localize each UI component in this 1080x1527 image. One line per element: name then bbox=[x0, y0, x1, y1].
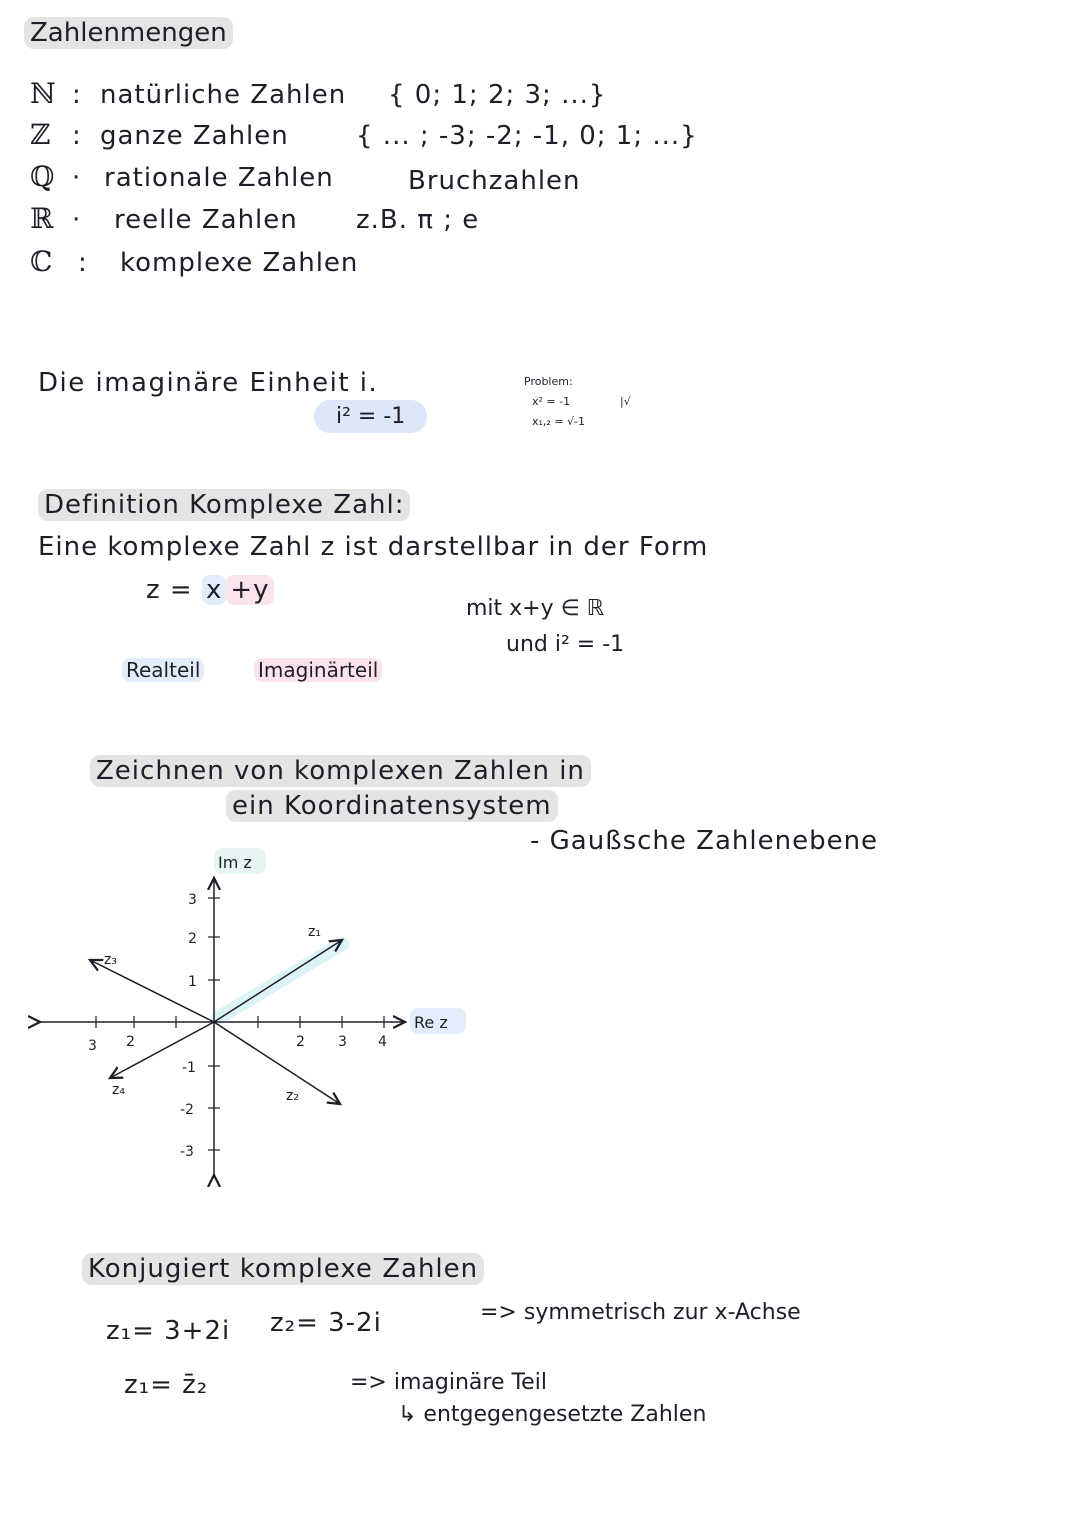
definition-sentence: Eine komplexe Zahl z ist darstellbar in der Form bbox=[38, 532, 709, 562]
drawing-heading-line2: ein Koordinatensystem bbox=[226, 793, 558, 819]
set-example: { 0; 1; 2; 3; ...} bbox=[388, 80, 607, 110]
im-axis-label: Im z bbox=[218, 853, 252, 872]
formula-x: x bbox=[202, 575, 226, 605]
problem-line: x² = -1 bbox=[532, 395, 571, 408]
vector-label-z1: z₁ bbox=[308, 924, 321, 940]
re-axis-label: Re z bbox=[414, 1013, 448, 1032]
complex-plane-diagram bbox=[0, 840, 520, 1190]
set-example: z.B. π ; e bbox=[356, 205, 480, 235]
set-name: rationale Zahlen bbox=[104, 163, 334, 193]
y-tick-label: -3 bbox=[180, 1144, 194, 1160]
conjugate-z2: z₂= 3-2i bbox=[270, 1308, 382, 1338]
gauss-plane-note: - Gaußsche Zahlenebene bbox=[530, 826, 879, 856]
set-symbol: ℂ bbox=[30, 245, 53, 278]
set-symbol: ℚ bbox=[30, 160, 55, 193]
y-tick-label: -1 bbox=[182, 1060, 196, 1076]
set-example: Bruchzahlen bbox=[408, 166, 581, 196]
vector-label-z2: z₂ bbox=[286, 1088, 299, 1104]
drawing-heading-line1: Zeichnen von komplexen Zahlen in bbox=[90, 758, 591, 784]
set-separator: : bbox=[72, 121, 82, 151]
conjugate-note: => symmetrisch zur x-Achse bbox=[480, 1300, 801, 1325]
real-part-label: Realteil bbox=[122, 660, 204, 680]
vector-z2 bbox=[214, 1022, 340, 1104]
conjugate-relation: z₁= z̄₂ bbox=[124, 1370, 209, 1400]
set-separator: · bbox=[72, 205, 82, 235]
set-separator: : bbox=[78, 248, 88, 278]
vector-z1 bbox=[214, 940, 342, 1022]
y-tick-label: 1 bbox=[188, 974, 197, 990]
x-tick-label: 4 bbox=[378, 1034, 387, 1050]
conjugate-note: => imaginäre Teil bbox=[350, 1370, 547, 1395]
conjugate-note: ↳ entgegengesetzte Zahlen bbox=[398, 1402, 707, 1427]
problem-label: Problem: bbox=[524, 375, 573, 388]
set-name: ganze Zahlen bbox=[100, 121, 289, 151]
set-symbol: ℕ bbox=[30, 77, 56, 110]
problem-line: x₁,₂ = √-1 bbox=[532, 415, 586, 428]
imaginary-heading: Die imaginäre Einheit i. bbox=[38, 368, 379, 398]
imag-part-label: Imaginärteil bbox=[254, 660, 382, 680]
set-separator: : bbox=[72, 80, 82, 110]
set-name: reelle Zahlen bbox=[114, 205, 298, 235]
set-symbol: ℝ bbox=[30, 202, 54, 235]
conjugate-heading: Konjugiert komplexe Zahlen bbox=[82, 1256, 484, 1282]
imaginary-formula: i² = -1 bbox=[314, 406, 427, 428]
x-tick-label: 2 bbox=[296, 1034, 305, 1050]
set-name: natürliche Zahlen bbox=[100, 80, 347, 110]
y-tick-label: 2 bbox=[188, 931, 197, 947]
definition-condition: mit x+y ∈ ℝ bbox=[466, 596, 605, 621]
vector-label-z3: z₃ bbox=[104, 952, 117, 968]
y-tick-label: 3 bbox=[188, 892, 197, 908]
set-separator: · bbox=[72, 163, 82, 193]
set-name: komplexe Zahlen bbox=[120, 248, 359, 278]
formula-lhs: z = bbox=[146, 575, 193, 605]
x-tick-label: 3 bbox=[88, 1038, 97, 1054]
x-tick-label: 3 bbox=[338, 1034, 347, 1050]
set-symbol: ℤ bbox=[30, 118, 51, 151]
formula-y: +y bbox=[226, 575, 273, 605]
vector-z4 bbox=[110, 1022, 214, 1078]
definition-heading: Definition Komplexe Zahl: bbox=[38, 492, 410, 518]
problem-root: |√ bbox=[620, 395, 631, 408]
page-title: Zahlenmengen bbox=[24, 20, 233, 46]
y-tick-label: -2 bbox=[180, 1102, 194, 1118]
vector-z3 bbox=[90, 960, 214, 1022]
definition-condition: und i² = -1 bbox=[506, 632, 625, 657]
set-example: { ... ; -3; -2; -1, 0; 1; ...} bbox=[356, 121, 698, 151]
definition-formula bbox=[146, 577, 274, 603]
vector-label-z4: z₄ bbox=[112, 1082, 125, 1098]
conjugate-z1: z₁= 3+2i bbox=[106, 1316, 231, 1346]
x-tick-label: 2 bbox=[126, 1034, 135, 1050]
